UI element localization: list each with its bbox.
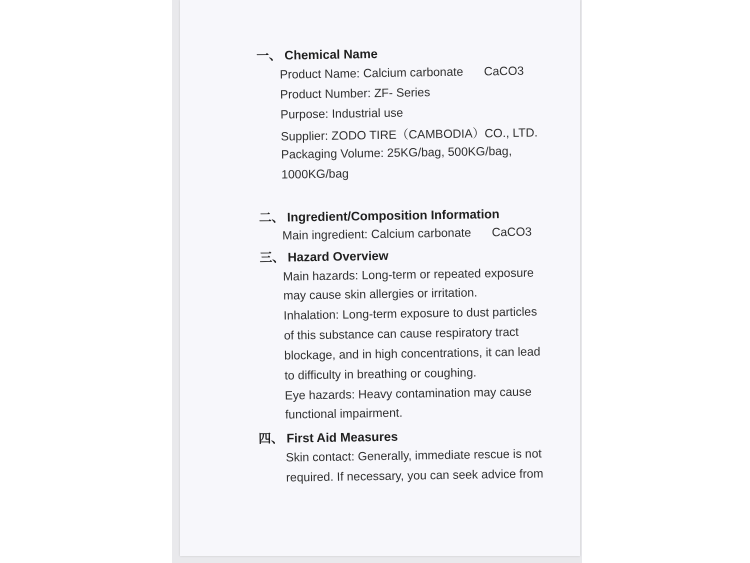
main-ingredient-value: Calcium carbonate xyxy=(370,225,472,242)
section-heading-hazard xyxy=(260,246,389,266)
section-number: 一、 xyxy=(256,48,282,63)
section-number: 二、 xyxy=(258,210,285,225)
hazard-text-line: to difficulty in breathing or coughing. xyxy=(284,365,477,383)
product-name-line xyxy=(280,64,524,82)
document-content xyxy=(176,0,585,559)
packaging-line-continued xyxy=(281,166,349,181)
hazard-text-line: functional impairment. xyxy=(285,405,403,422)
supplier-value: ZODO TIRE（CAMBODIA）CO., LTD. xyxy=(331,125,538,143)
supplier-label: Supplier: xyxy=(280,128,329,144)
purpose-line xyxy=(280,106,403,122)
product-formula: CaCO3 xyxy=(483,63,525,79)
packaging-value-continued: 1000KG/bag xyxy=(281,166,349,182)
first-aid-text-line: required. If necessary, you can seek advice from xyxy=(286,466,544,485)
section-number: 三、 xyxy=(259,250,285,265)
section-number: 四、 xyxy=(258,431,284,446)
section-heading-first-aid xyxy=(258,427,398,447)
packaging-value: 25KG/bag, 500KG/bag, xyxy=(387,143,512,160)
hazard-text-line: Inhalation: Long-term exposure to dust particles xyxy=(283,304,538,323)
hazard-text-line: of this substance can cause respiratory tract xyxy=(283,324,519,343)
hazard-text-line: Eye hazards: Heavy contamination may cause xyxy=(284,384,532,403)
packaging-line xyxy=(281,144,512,162)
product-name-value: Calcium carbonate xyxy=(363,64,464,81)
section-title: Hazard Overview xyxy=(287,248,389,265)
document-page xyxy=(180,0,580,556)
hazard-text-line: blockage, and in high concentrations, it can lead xyxy=(284,344,541,363)
product-name-label: Product Name: xyxy=(279,66,360,82)
product-number-label: Product Number: xyxy=(279,86,371,102)
section-heading-ingredient xyxy=(259,204,500,226)
first-aid-text-line: Skin contact: Generally, immediate rescue is not xyxy=(285,446,542,465)
main-ingredient-label: Main ingredient: xyxy=(282,227,368,243)
section-title: Ingredient/Composition Information xyxy=(286,207,500,225)
hazard-text-line: Main hazards: Long-term or repeated exposure xyxy=(282,265,534,284)
section-title: Chemical Name xyxy=(284,47,378,63)
product-number-value: ZF- Series xyxy=(374,85,431,101)
main-ingredient-line xyxy=(282,225,532,243)
purpose-label: Purpose: xyxy=(280,106,329,122)
packaging-label: Packaging Volume: xyxy=(280,145,384,162)
section-title: First Aid Measures xyxy=(286,429,398,446)
purpose-value: Industrial use xyxy=(331,105,404,121)
supplier-line xyxy=(281,124,538,145)
hazard-text-line: may cause skin allergies or irritation. xyxy=(283,285,478,303)
section-heading-chemical-name xyxy=(256,44,377,64)
product-number-line xyxy=(280,85,430,101)
main-ingredient-formula: CaCO3 xyxy=(491,224,532,240)
